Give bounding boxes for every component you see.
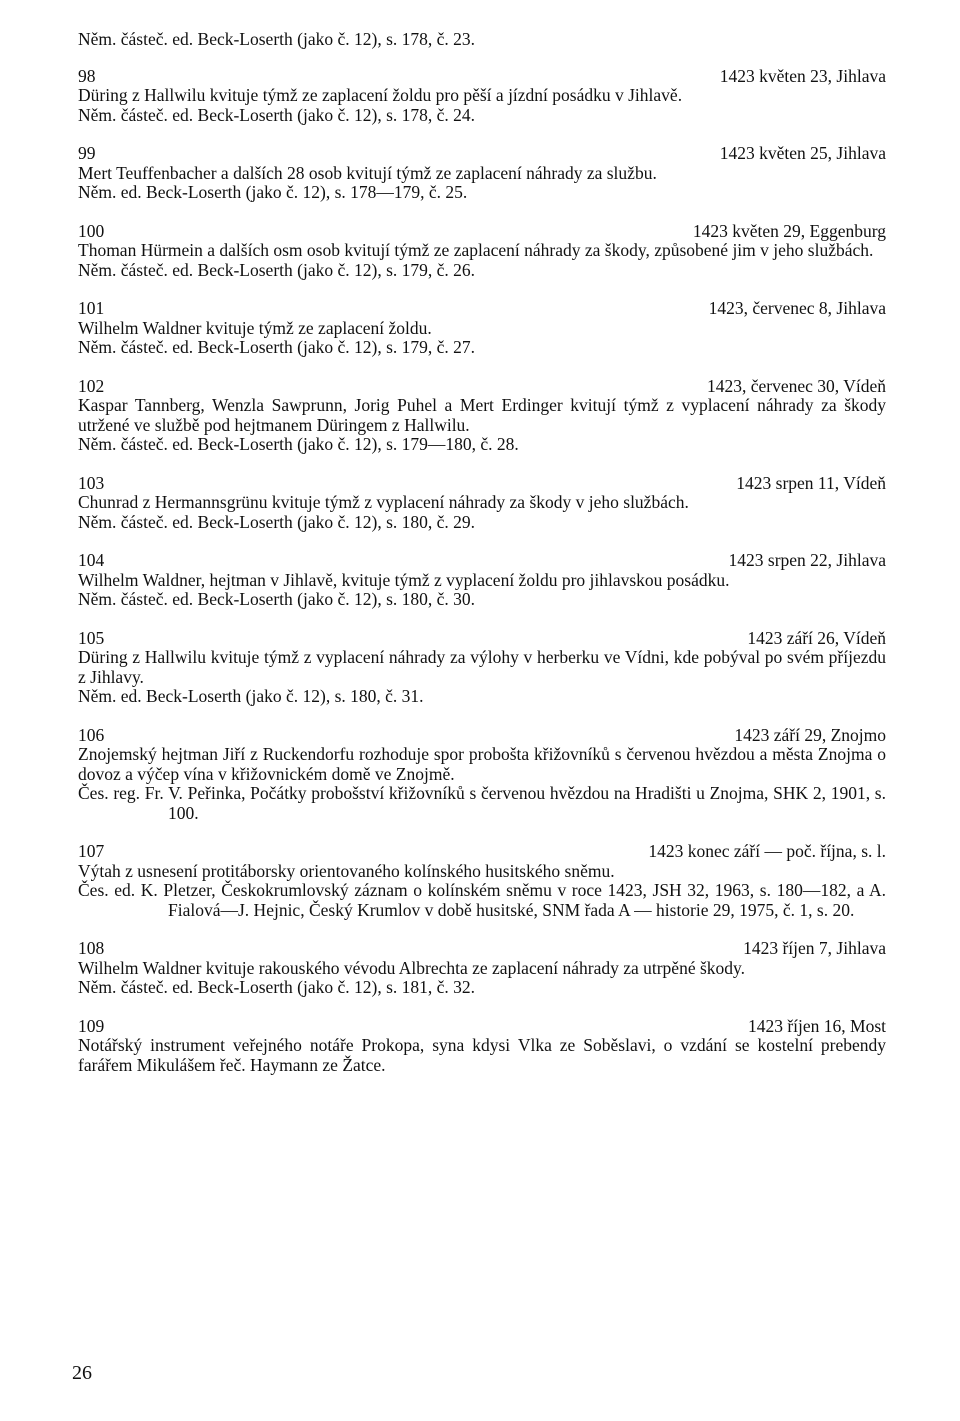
entry-summary: Wilhelm Waldner kvituje týmž ze zaplacení žoldu. — [78, 317, 432, 338]
entry-header — [78, 1017, 886, 1037]
entry-number: 103 — [78, 472, 105, 493]
regest-entry — [78, 726, 886, 824]
entry-summary: Mert Teuffenbacher a dalších 28 osob kvitují týmž ze zaplacení náhrady za službu. — [78, 162, 657, 183]
entry-source: Něm. částeč. ed. Beck-Loserth (jako č. 12), s. 178, č. 24. — [78, 104, 476, 125]
entry-header — [78, 726, 886, 746]
entry-header — [78, 67, 886, 87]
entry-number: 101 — [78, 298, 105, 318]
entry-date-place: 1423 konec září — poč. října, s. l. — [648, 841, 886, 861]
entry-source: Něm. ed. Beck-Loserth (jako č. 12), s. 178—179, č. 25. — [78, 182, 468, 202]
entry-date-place: 1423 září 29, Znojmo — [734, 724, 886, 745]
entry-header — [78, 842, 886, 862]
entry-source: Čes. ed. K. Pletzer, Českokrumlovský záznam o kolínském sněmu v roce 1423, JSH 32, 1963, s. 180—182, a A. Fialová—J. Hejnic, Český Krumlov v době husitské, SNM řada A — historie 29, 1975, č. 1, s. 20. — [78, 880, 886, 920]
entry-date-place: 1423 říjen 16, Most — [747, 1015, 886, 1036]
page-number: 26 — [72, 1362, 92, 1384]
regest-entry — [78, 144, 886, 203]
entry-date-place: 1423 květen 29, Eggenburg — [692, 220, 886, 241]
entry-source: Čes. reg. Fr. V. Peřinka, Počátky probošství křižovníků s červenou hvězdou na Hradišti u Znojma, SHK 2, 1901, s. 100. — [78, 783, 886, 823]
regest-entry — [78, 222, 886, 281]
entry-header — [78, 551, 886, 571]
entry-number: 99 — [78, 143, 96, 163]
entry-date-place: 1423 květen 23, Jihlava — [719, 65, 886, 86]
entry-summary: Kaspar Tannberg, Wenzla Sawprunn, Jorig Puhel a Mert Erdinger kvitují týmž z vyplacení náhrady za škody utržené ve službě pod hejtmanem Düringem z Hallwilu. — [78, 395, 886, 435]
regest-entry — [78, 377, 886, 455]
entry-summary: Znojemský hejtman Jiří z Ruckendorfu rozhoduje spor probošta křižovníků s červenou hvězdou a města Znojma o dovoz a výčep vína v křižovnickém domě ve Znojmě. — [78, 744, 886, 784]
entry-number: 104 — [78, 550, 105, 570]
entry-summary: Düring z Hallwilu kvituje týmž ze zaplacení žoldu pro pěší a jízdní posádku v Jihlavě. — [78, 85, 683, 105]
entry-number: 105 — [78, 627, 105, 648]
entry-header — [78, 629, 886, 649]
entry-summary: Výtah z usnesení protitáborsky orientovaného kolínského husitského sněmu. — [78, 860, 615, 881]
entry-summary: Düring z Hallwilu kvituje týmž z vyplacení náhrady za výlohy v herberku ve Vídni, kde pobýval po svém příjezdu z Jihlavy. — [78, 647, 886, 687]
entry-header — [78, 939, 886, 959]
entry-source: Něm. částeč. ed. Beck-Loserth (jako č. 12), s. 181, č. 32. — [78, 977, 476, 997]
regest-entry — [78, 551, 886, 610]
regest-entry — [78, 67, 886, 126]
entry-number: 106 — [78, 724, 105, 745]
entry-number: 109 — [78, 1015, 105, 1036]
entry-header — [78, 377, 886, 397]
entry-summary: Wilhelm Waldner, hejtman v Jihlavě, kvituje týmž z vyplacení žoldu pro jihlavskou posádku. — [78, 569, 730, 590]
entry-date-place: 1423 květen 25, Jihlava — [719, 143, 886, 163]
entry-date-place: 1423 srpen 11, Vídeň — [736, 472, 886, 493]
regest-entry — [78, 939, 886, 998]
entry-source: Něm. ed. Beck-Loserth (jako č. 12), s. 180, č. 31. — [78, 686, 424, 706]
entry-header — [78, 474, 886, 494]
entry-header — [78, 299, 886, 319]
entry-summary: Chunrad z Hermannsgrünu kvituje týmž z vyplacení náhrady za škody v jeho službách. — [78, 492, 689, 512]
entry-source: Něm. částeč. ed. Beck-Loserth (jako č. 12), s. 179, č. 26. — [78, 259, 476, 280]
entry-summary: Notářský instrument veřejného notáře Prokopa, syna kdysi Vlka ze Soběslavi, o vzdání se kostelní prebendy farářem Mikulášem řeč. Haymann ze Žatce. — [78, 1035, 886, 1075]
continued-source-citation: Něm. částeč. ed. Beck-Loserth (jako č. 12), s. 178, č. 23. — [78, 29, 476, 49]
entry-date-place: 1423 září 26, Vídeň — [747, 627, 886, 648]
entry-date-place: 1423 srpen 22, Jihlava — [728, 550, 886, 570]
regest-entry — [78, 629, 886, 707]
regest-entry — [78, 842, 886, 920]
entry-source: Něm. částeč. ed. Beck-Loserth (jako č. 12), s. 180, č. 30. — [78, 589, 476, 609]
regest-entry — [78, 474, 886, 533]
entry-number: 98 — [78, 65, 96, 86]
regest-entry — [78, 299, 886, 358]
entry-number: 100 — [78, 220, 105, 241]
entry-header — [78, 144, 886, 164]
entry-source: Něm. částeč. ed. Beck-Loserth (jako č. 12), s. 179, č. 27. — [78, 337, 476, 357]
document-page — [78, 30, 886, 1094]
entry-date-place: 1423, červenec 8, Jihlava — [708, 298, 886, 318]
regest-entry — [78, 1017, 886, 1076]
entry-number: 107 — [78, 841, 105, 861]
entry-header — [78, 222, 886, 242]
entry-source: Něm. částeč. ed. Beck-Loserth (jako č. 12), s. 179—180, č. 28. — [78, 434, 519, 454]
entry-summary: Thoman Hürmein a dalších osm osob kvitují týmž ze zaplacení náhrady za škody, způsobené jim v jeho službách. — [78, 240, 874, 260]
entry-number: 108 — [78, 938, 105, 958]
entry-number: 102 — [78, 375, 105, 396]
entry-summary: Wilhelm Waldner kvituje rakouského vévodu Albrechta ze zaplacení náhrady za utrpěné škody. — [78, 957, 746, 978]
entry-source: Něm. částeč. ed. Beck-Loserth (jako č. 12), s. 180, č. 29. — [78, 511, 476, 532]
entry-date-place: 1423, červenec 30, Vídeň — [707, 375, 886, 396]
entry-date-place: 1423 říjen 7, Jihlava — [743, 938, 886, 958]
